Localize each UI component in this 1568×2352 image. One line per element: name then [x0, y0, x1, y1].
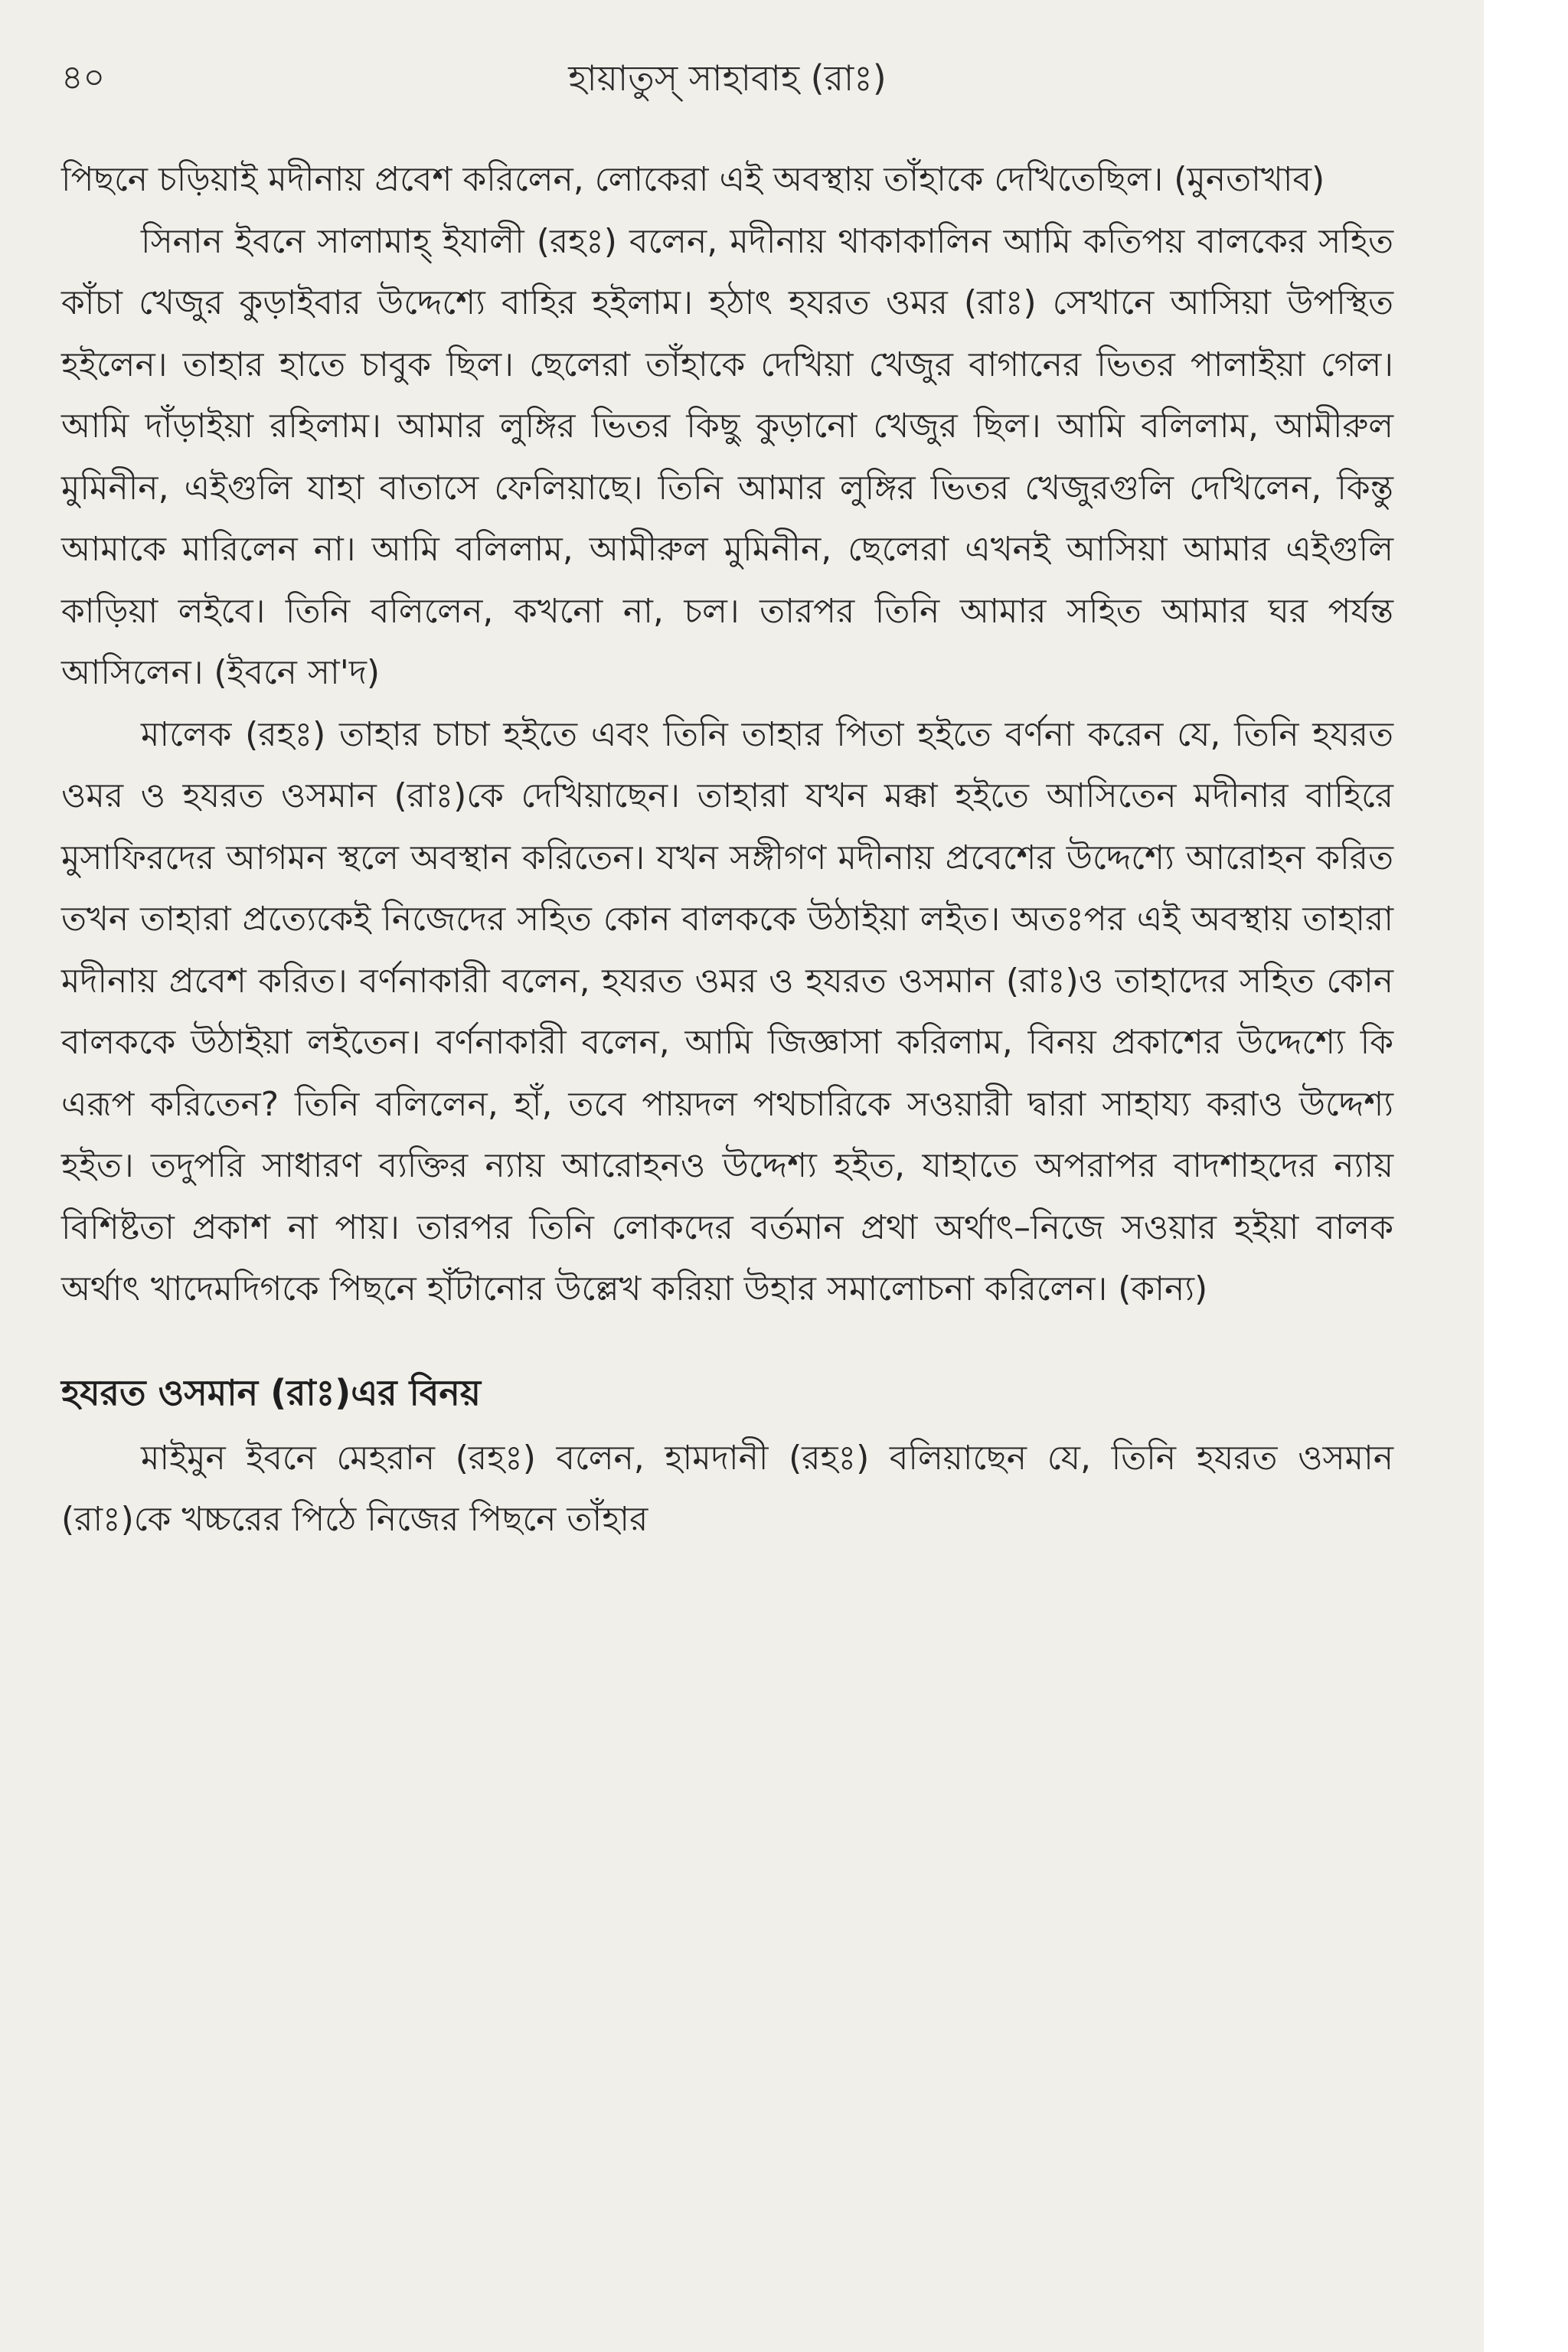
running-title: হায়াতুস্ সাহাবাহ (রাঃ) — [568, 57, 887, 99]
paragraph-continued: পিছনে চড়িয়াই মদীনায় প্রবেশ করিলেন, লোকেরা এই অবস্থায় তাঁহাকে দেখিতেছিল। (মুনতাখাব) — [61, 160, 1325, 199]
scan-margin — [1484, 0, 1568, 2352]
page-number: ৪০ — [61, 58, 106, 97]
section-heading: হযরত ওসমান (রাঃ)এর বিনয় — [61, 1371, 481, 1413]
paragraph-maimun-narration: মাইমুন ইবনে মেহরান (রহঃ) বলেন, হামদানী (রহঃ) বলিয়াছেন যে, তিনি হযরত ওসমান (রাঃ)কে খচ্চরের পিঠে নিজের পিছনে তাঁহার — [61, 1438, 1393, 1539]
page-body — [61, 149, 1393, 1551]
paragraph-sinan-narration: সিনান ইবনে সালামাহ্ ইযালী (রহঃ) বলেন, মদীনায় থাকাকালিন আমি কতিপয় বালকের সহিত কাঁচা খেজুর কুড়াইবার উদ্দেশ্যে বাহির হইলাম। হঠাৎ হযরত ওমর (রাঃ) সেখানে আসিয়া উপস্থিত হইলেন। তাহার হাতে চাবুক ছিল। ছেলেরা তাঁহাকে দেখিয়া খেজুর বাগানের ভিতর পালাইয়া গেল। আমি দাঁড়াইয়া রহিলাম। আমার লুঙ্গির ভিতর কিছু কুড়ানো খেজুর ছিল। আমি বলিলাম, আমীরুল মুমিনীন, এইগুলি যাহা বাতাসে ফেলিয়াছে। তিনি আমার লুঙ্গির ভিতর খেজুরগুলি দেখিলেন, কিন্তু আমাকে মারিলেন না। আমি বলিলাম, আমীরুল মুমিনীন, ছেলেরা এখনই আসিয়া আমার এইগুলি কাড়িয়া লইবে। তিনি বলিলেন, কখনো না, চল। তারপর তিনি আমার সহিত আমার ঘর পর্যন্ত আসিলেন। (ইবনে সা'দ) — [61, 221, 1393, 692]
page-header — [61, 46, 1393, 110]
paragraph-malek-narration: মালেক (রহঃ) তাহার চাচা হইতে এবং তিনি তাহার পিতা হইতে বর্ণনা করেন যে, তিনি হযরত ওমর ও হযরত ওসমান (রাঃ)কে দেখিয়াছেন। তাহারা যখন মক্কা হইতে আসিতেন মদীনার বাহিরে মুসাফিরদের আগমন স্থলে অবস্থান করিতেন। যখন সঙ্গীগণ মদীনায় প্রবেশের উদ্দেশ্যে আরোহন করিত তখন তাহারা প্রত্যেকেই নিজেদের সহিত কোন বালককে উঠাইয়া লইত। অতঃপর এই অবস্থায় তাহারা মদীনায় প্রবেশ করিত। বর্ণনাকারী বলেন, হযরত ওমর ও হযরত ওসমান (রাঃ)ও তাহাদের সহিত কোন বালককে উঠাইয়া লইতেন। বর্ণনাকারী বলেন, আমি জিজ্ঞাসা করিলাম, বিনয় প্রকাশের উদ্দেশ্যে কি এরূপ করিতেন? তিনি বলিলেন, হাঁ, তবে পায়দল পথচারিকে সওয়ারী দ্বারা সাহায্য করাও উদ্দেশ্য হইত। তদুপরি সাধারণ ব্যক্তির ন্যায় আরোহনও উদ্দেশ্য হইত, যাহাতে অপরাপর বাদশাহদের ন্যায় বিশিষ্টতা প্রকাশ না পায়। তারপর তিনি লোকদের বর্তমান প্রথা অর্থাৎ–নিজে সওয়ার হইয়া বালক অর্থাৎ খাদেমদিগকে পিছনে হাঁটানোর উল্লেখ করিয়া উহার সমালোচনা করিলেন। (কান্য) — [61, 714, 1393, 1308]
